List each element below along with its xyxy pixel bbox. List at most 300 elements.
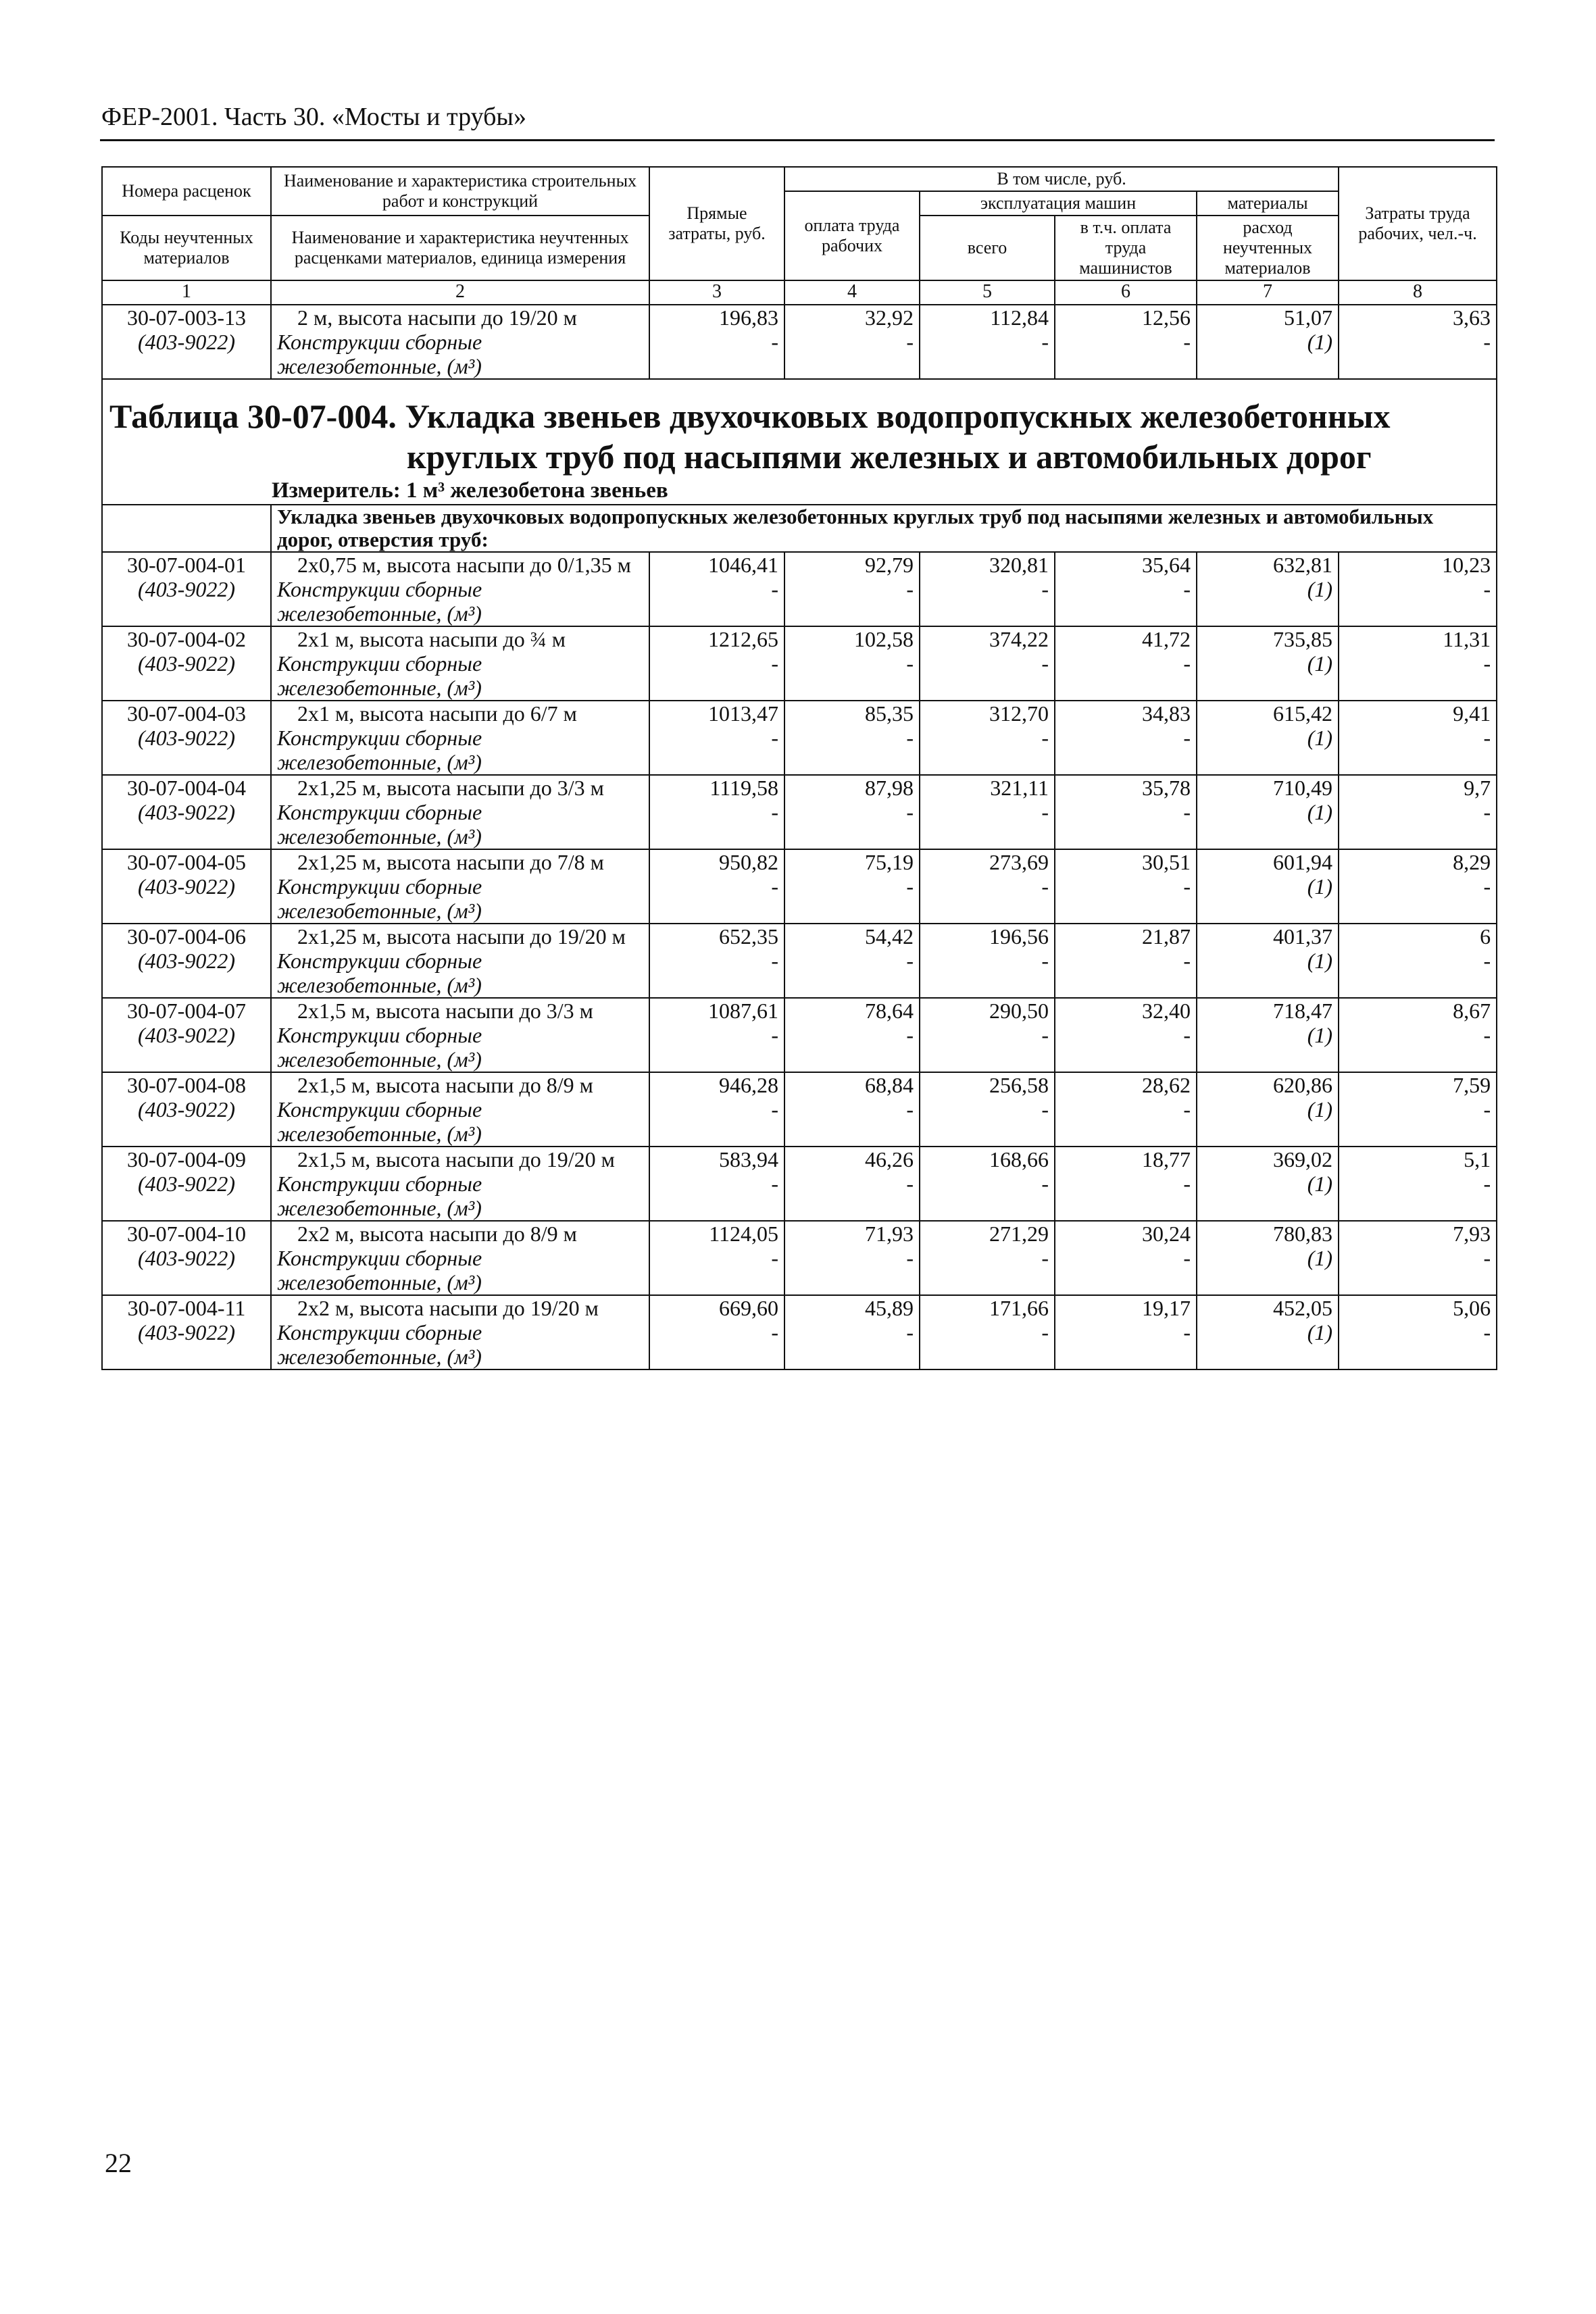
material-value: - (906, 651, 914, 676)
material-value: - (906, 1246, 914, 1270)
table-row (102, 849, 1497, 924)
rate-code-cell (102, 924, 271, 998)
labor-cost-value: 8,29 (1453, 850, 1491, 874)
materials-value: 452,05 (1273, 1296, 1332, 1320)
material-value: - (1483, 800, 1491, 824)
material-name: Конструкции сборные железобетонные, (м³) (277, 577, 482, 626)
material-value: - (1041, 577, 1049, 601)
work-name: 2 м, высота насыпи до 19/20 м (297, 305, 577, 330)
rate-code-cell (102, 998, 271, 1072)
header-labor-cost: Затраты труда рабочих, чел.-ч. (1339, 167, 1497, 280)
work-name-cell (271, 849, 649, 924)
material-value: - (771, 1320, 778, 1344)
material-code: (403-9022) (138, 726, 235, 750)
work-name: 2х1 м, высота насыпи до ¾ м (297, 627, 566, 651)
material-name: Конструкции сборные железобетонные, (м³) (277, 874, 482, 923)
material-code: (403-9022) (138, 1320, 235, 1344)
value-cell (649, 1072, 784, 1147)
table-title-cell (102, 379, 1497, 504)
materials-value: 735,85 (1273, 627, 1332, 651)
header-machines: эксплуатация машин (920, 191, 1197, 216)
material-value: (1) (1307, 577, 1332, 601)
material-value: - (1041, 874, 1049, 899)
labor-cost-value: 7,59 (1453, 1073, 1491, 1097)
material-value: (1) (1307, 651, 1332, 676)
material-value: - (1483, 874, 1491, 899)
labor-cost-value: 9,7 (1464, 776, 1491, 800)
value-cell (1197, 1147, 1339, 1221)
rate-code: 30-07-004-02 (127, 627, 246, 651)
labor-cost-value: 7,93 (1453, 1222, 1491, 1246)
value-cell (1197, 305, 1339, 379)
material-value: - (906, 726, 914, 750)
value-cell (1197, 701, 1339, 775)
material-value: (1) (1307, 726, 1332, 750)
rate-code-cell (102, 1147, 271, 1221)
work-name-cell (271, 998, 649, 1072)
labor-pay-value: 75,19 (865, 850, 914, 874)
value-cell (1339, 849, 1497, 924)
machines-value: 171,66 (989, 1296, 1049, 1320)
material-name: Конструкции сборные железобетонные, (м³) (277, 1097, 482, 1146)
material-value: - (1483, 1246, 1491, 1270)
work-name: 2х1,5 м, высота насыпи до 8/9 м (297, 1073, 593, 1097)
direct-costs-value: 950,82 (719, 850, 778, 874)
material-value: - (771, 1246, 778, 1270)
material-value: - (1483, 651, 1491, 676)
material-value: - (1041, 1023, 1049, 1047)
operators-value: 19,17 (1142, 1296, 1191, 1320)
value-cell (1339, 552, 1497, 626)
value-cell (1339, 701, 1497, 775)
operators-value: 30,51 (1142, 850, 1191, 874)
work-name-cell (271, 924, 649, 998)
work-name: 2х1,25 м, высота насыпи до 19/20 м (297, 924, 626, 949)
labor-pay-value: 32,92 (865, 305, 914, 330)
value-cell (920, 626, 1055, 701)
material-value: - (1183, 651, 1191, 676)
labor-pay-value: 71,93 (865, 1222, 914, 1246)
material-value: - (1483, 577, 1491, 601)
labor-cost-value: 8,67 (1453, 999, 1491, 1023)
col-number: 7 (1197, 280, 1339, 305)
work-name: 2х1,25 м, высота насыпи до 3/3 м (297, 776, 604, 800)
material-value: - (1041, 726, 1049, 750)
value-cell (1339, 305, 1497, 379)
materials-value: 780,83 (1273, 1222, 1332, 1246)
material-value: - (1183, 1023, 1191, 1047)
materials-value: 718,47 (1273, 999, 1332, 1023)
value-cell (1055, 701, 1197, 775)
value-cell (1339, 1147, 1497, 1221)
value-cell (920, 1147, 1055, 1221)
value-cell (784, 924, 920, 998)
operators-value: 35,78 (1142, 776, 1191, 800)
value-cell (1197, 626, 1339, 701)
value-cell (1197, 849, 1339, 924)
material-value: - (906, 577, 914, 601)
materials-value: 369,02 (1273, 1147, 1332, 1172)
material-value: - (906, 949, 914, 973)
work-name-cell (271, 626, 649, 701)
value-cell (1055, 849, 1197, 924)
value-cell (920, 775, 1055, 849)
work-name: 2х1,25 м, высота насыпи до 7/8 м (297, 850, 604, 874)
labor-cost-value: 9,41 (1453, 701, 1491, 726)
machines-value: 168,66 (989, 1147, 1049, 1172)
value-cell (920, 924, 1055, 998)
value-cell (1055, 1147, 1197, 1221)
rate-code: 30-07-004-01 (127, 553, 246, 577)
table-row (102, 626, 1497, 701)
material-value: - (771, 577, 778, 601)
value-cell (920, 849, 1055, 924)
value-cell (1055, 1221, 1197, 1295)
labor-pay-value: 45,89 (865, 1296, 914, 1320)
col-number: 8 (1339, 280, 1497, 305)
value-cell (1055, 1295, 1197, 1369)
direct-costs-value: 196,83 (719, 305, 778, 330)
material-code: (403-9022) (138, 330, 235, 354)
value-cell (1055, 552, 1197, 626)
table-unit: Измеритель: 1 м³ железобетона звеньев (272, 478, 668, 503)
header-rule (100, 139, 1495, 141)
operators-value: 32,40 (1142, 999, 1191, 1023)
material-name: Конструкции сборные железобетонные, (м³) (277, 651, 482, 700)
rate-code-cell (102, 305, 271, 379)
work-name: 2х2 м, высота насыпи до 8/9 м (297, 1222, 577, 1246)
material-name: Конструкции сборные железобетонные, (м³) (277, 1172, 482, 1220)
header-works-name: Наименование и характеристика строительных работ и конструкций (271, 167, 649, 216)
value-cell (1055, 775, 1197, 849)
labor-pay-value: 92,79 (865, 553, 914, 577)
material-value: - (771, 1023, 778, 1047)
material-name: Конструкции сборные железобетонные, (м³) (277, 330, 482, 378)
labor-pay-value: 87,98 (865, 776, 914, 800)
value-cell (784, 1221, 920, 1295)
value-cell (784, 626, 920, 701)
value-cell (649, 1295, 784, 1369)
operators-value: 12,56 (1142, 305, 1191, 330)
col-number: 2 (271, 280, 649, 305)
rate-code: 30-07-004-10 (127, 1222, 246, 1246)
work-name: 2х2 м, высота насыпи до 19/20 м (297, 1296, 599, 1320)
rate-code: 30-07-004-06 (127, 924, 246, 949)
material-value: - (1483, 330, 1491, 354)
work-name-cell (271, 305, 649, 379)
header-machines-operators: в т.ч. оплата труда машинистов (1055, 216, 1197, 280)
value-cell (649, 775, 784, 849)
work-name-cell (271, 775, 649, 849)
material-name: Конструкции сборные железобетонные, (м³) (277, 726, 482, 774)
material-value: - (906, 800, 914, 824)
operators-value: 28,62 (1142, 1073, 1191, 1097)
table-title-line1: Таблица 30-07-004. Укладка звеньев двухочковых водопропускных железобетонных (109, 397, 1391, 435)
header-materials-name: Наименование и характеристика неучтенных расценками материалов, единица измерения (271, 216, 649, 280)
material-value: (1) (1307, 1023, 1332, 1047)
work-name-cell (271, 552, 649, 626)
direct-costs-value: 946,28 (719, 1073, 778, 1097)
material-value: - (906, 1320, 914, 1344)
material-value: - (1483, 949, 1491, 973)
labor-pay-value: 78,64 (865, 999, 914, 1023)
material-value: - (1041, 1320, 1049, 1344)
material-value: - (906, 1172, 914, 1196)
col-number: 3 (649, 280, 784, 305)
material-value: - (771, 330, 778, 354)
value-cell (1197, 1221, 1339, 1295)
material-value: (1) (1307, 1097, 1332, 1122)
labor-pay-value: 54,42 (865, 924, 914, 949)
material-code: (403-9022) (138, 651, 235, 676)
value-cell (784, 775, 920, 849)
materials-value: 51,07 (1284, 305, 1333, 330)
value-cell (1197, 1295, 1339, 1369)
operators-value: 30,24 (1142, 1222, 1191, 1246)
material-name: Конструкции сборные железобетонные, (м³) (277, 1246, 482, 1294)
header-direct-costs: Прямые затраты, руб. (649, 167, 784, 280)
machines-value: 290,50 (989, 999, 1049, 1023)
material-value: - (1041, 1097, 1049, 1122)
material-value: (1) (1307, 949, 1332, 973)
value-cell (649, 552, 784, 626)
work-name: 2х1,5 м, высота насыпи до 3/3 м (297, 999, 593, 1023)
labor-cost-value: 11,31 (1443, 627, 1491, 651)
material-value: - (1483, 1172, 1491, 1196)
material-value: - (771, 800, 778, 824)
value-cell (1339, 775, 1497, 849)
material-value: - (1483, 1097, 1491, 1122)
value-cell (649, 849, 784, 924)
material-value: - (906, 330, 914, 354)
labor-pay-value: 85,35 (865, 701, 914, 726)
material-code: (403-9022) (138, 1097, 235, 1122)
rate-code: 30-07-004-07 (127, 999, 246, 1023)
value-cell (784, 998, 920, 1072)
value-cell (1055, 626, 1197, 701)
value-cell (784, 849, 920, 924)
material-value: - (1183, 726, 1191, 750)
material-value: (1) (1307, 800, 1332, 824)
value-cell (920, 1221, 1055, 1295)
value-cell (1339, 626, 1497, 701)
material-value: - (1041, 949, 1049, 973)
material-value: - (1041, 1172, 1049, 1196)
table-row (102, 305, 1497, 379)
labor-pay-value: 46,26 (865, 1147, 914, 1172)
table-row (102, 924, 1497, 998)
rate-code: 30-07-004-11 (127, 1296, 246, 1320)
rate-code: 30-07-004-05 (127, 850, 246, 874)
rate-code-cell (102, 1295, 271, 1369)
table-row (102, 552, 1497, 626)
rate-code-cell (102, 552, 271, 626)
value-cell (649, 305, 784, 379)
value-cell (649, 1147, 784, 1221)
rate-code: 30-07-004-09 (127, 1147, 246, 1172)
material-value: - (1483, 726, 1491, 750)
value-cell (1055, 305, 1197, 379)
machines-value: 256,58 (989, 1073, 1049, 1097)
value-cell (1197, 552, 1339, 626)
table-row (102, 775, 1497, 849)
material-value: - (906, 1023, 914, 1047)
value-cell (784, 305, 920, 379)
rate-code: 30-07-004-04 (127, 776, 246, 800)
work-name-cell (271, 1072, 649, 1147)
operators-value: 41,72 (1142, 627, 1191, 651)
value-cell (1055, 1072, 1197, 1147)
direct-costs-value: 1013,47 (708, 701, 778, 726)
machines-value: 312,70 (989, 701, 1049, 726)
col-number: 5 (920, 280, 1055, 305)
material-value: - (1483, 1320, 1491, 1344)
direct-costs-value: 1046,41 (708, 553, 778, 577)
header-materials: материалы (1197, 191, 1339, 216)
header-labor-pay: оплата труда рабочих (784, 191, 920, 280)
material-code: (403-9022) (138, 949, 235, 973)
table-row (102, 1221, 1497, 1295)
materials-value: 710,49 (1273, 776, 1332, 800)
header-materials-consumption: расход неучтенных материалов (1197, 216, 1339, 280)
material-value: - (771, 1172, 778, 1196)
table-row (102, 1147, 1497, 1221)
material-value: - (1041, 1246, 1049, 1270)
labor-cost-value: 6 (1480, 924, 1491, 949)
rate-code-cell (102, 1072, 271, 1147)
table-row (102, 701, 1497, 775)
value-cell (784, 701, 920, 775)
work-name: 2х0,75 м, высота насыпи до 0/1,35 м (297, 553, 631, 577)
material-value: - (771, 874, 778, 899)
work-name: 2х1 м, высота насыпи до 6/7 м (297, 701, 577, 726)
value-cell (784, 1295, 920, 1369)
rate-code-cell (102, 849, 271, 924)
value-cell (1339, 1221, 1497, 1295)
value-cell (649, 998, 784, 1072)
header-in-total: В том числе, руб. (784, 167, 1339, 191)
value-cell (784, 1072, 920, 1147)
value-cell (920, 701, 1055, 775)
work-name-cell (271, 1147, 649, 1221)
machines-value: 196,56 (989, 924, 1049, 949)
direct-costs-value: 652,35 (719, 924, 778, 949)
material-value: - (1183, 1246, 1191, 1270)
labor-cost-value: 10,23 (1442, 553, 1491, 577)
table-row (102, 1295, 1497, 1369)
rates-header-table (101, 166, 1497, 504)
material-value: - (1183, 874, 1191, 899)
material-value: - (771, 949, 778, 973)
table-title (103, 380, 1496, 477)
material-value: (1) (1307, 330, 1333, 354)
material-value: - (771, 726, 778, 750)
table-row (102, 1072, 1497, 1147)
material-value: - (1183, 800, 1191, 824)
rate-code-cell (102, 626, 271, 701)
material-name: Конструкции сборные железобетонные, (м³) (277, 1023, 482, 1072)
work-name-cell (271, 1221, 649, 1295)
material-value: - (771, 1097, 778, 1122)
material-value: - (1483, 1023, 1491, 1047)
material-value: - (906, 874, 914, 899)
material-value: - (1183, 949, 1191, 973)
rate-code-cell (102, 1221, 271, 1295)
direct-costs-value: 669,60 (719, 1296, 778, 1320)
value-cell (784, 1147, 920, 1221)
machines-value: 112,84 (990, 305, 1049, 330)
machines-value: 320,81 (989, 553, 1049, 577)
operators-value: 21,87 (1142, 924, 1191, 949)
value-cell (1197, 775, 1339, 849)
machines-value: 321,11 (990, 776, 1049, 800)
value-cell (1339, 924, 1497, 998)
material-name: Конструкции сборные железобетонные, (м³) (277, 949, 482, 997)
direct-costs-value: 1119,58 (709, 776, 778, 800)
page-number: 22 (105, 2148, 132, 2178)
value-cell (920, 552, 1055, 626)
material-name: Конструкции сборные железобетонные, (м³) (277, 1320, 482, 1369)
table-row (102, 998, 1497, 1072)
col-number: 4 (784, 280, 920, 305)
rate-code-cell (102, 775, 271, 849)
value-cell (1055, 998, 1197, 1072)
rate-code: 30-07-003-13 (127, 305, 246, 330)
material-value: - (1041, 800, 1049, 824)
materials-value: 620,86 (1273, 1073, 1332, 1097)
machines-value: 273,69 (989, 850, 1049, 874)
value-cell (649, 701, 784, 775)
direct-costs-value: 1212,65 (708, 627, 778, 651)
operators-value: 34,83 (1142, 701, 1191, 726)
value-cell (1197, 924, 1339, 998)
direct-costs-value: 583,94 (719, 1147, 778, 1172)
machines-value: 374,22 (989, 627, 1049, 651)
material-code: (403-9022) (138, 1246, 235, 1270)
rate-code: 30-07-004-03 (127, 701, 246, 726)
material-value: - (1183, 1172, 1191, 1196)
material-value: (1) (1307, 874, 1332, 899)
material-code: (403-9022) (138, 577, 235, 601)
value-cell (649, 626, 784, 701)
document-header: ФЕР-2001. Часть 30. «Мосты и трубы» (101, 103, 526, 131)
group-spacer-cell (102, 505, 271, 552)
value-cell (649, 1221, 784, 1295)
materials-value: 632,81 (1273, 553, 1332, 577)
labor-pay-value: 102,58 (854, 627, 914, 651)
material-value: - (771, 651, 778, 676)
direct-costs-value: 1087,61 (708, 999, 778, 1023)
material-value: - (1041, 330, 1049, 354)
value-cell (920, 1295, 1055, 1369)
value-cell (649, 924, 784, 998)
value-cell (1055, 924, 1197, 998)
material-value: - (906, 1097, 914, 1122)
header-rate-numbers: Номера расценок (102, 167, 271, 216)
material-value: (1) (1307, 1172, 1332, 1196)
material-value: - (1183, 330, 1191, 354)
work-name-cell (271, 1295, 649, 1369)
labor-cost-value: 3,63 (1453, 305, 1491, 330)
material-value: (1) (1307, 1320, 1332, 1344)
work-name-cell (271, 701, 649, 775)
material-code: (403-9022) (138, 1023, 235, 1047)
value-cell (1339, 1072, 1497, 1147)
col-number: 1 (102, 280, 271, 305)
material-value: (1) (1307, 1246, 1332, 1270)
value-cell (1197, 998, 1339, 1072)
value-cell (920, 1072, 1055, 1147)
